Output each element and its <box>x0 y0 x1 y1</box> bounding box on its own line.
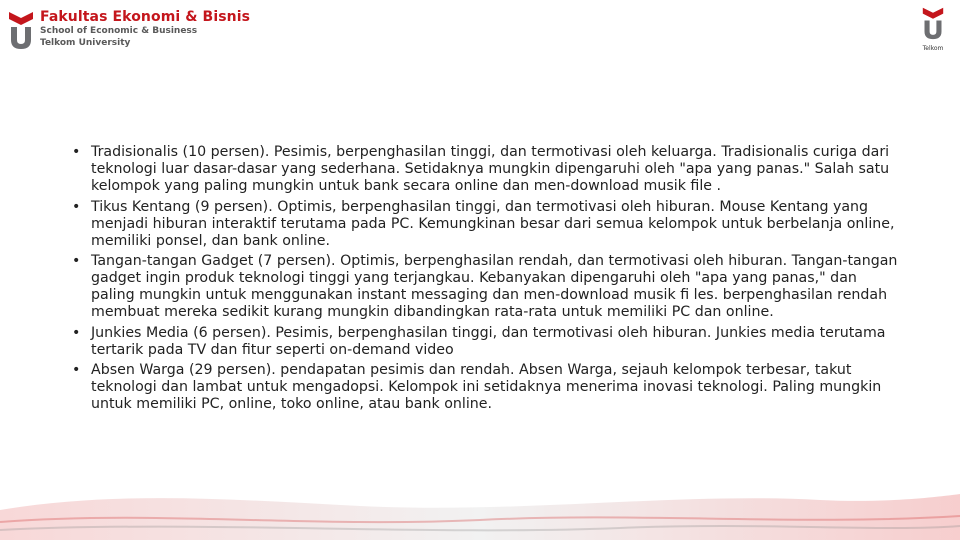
brand-title: Fakultas Ekonomi & Bisnis <box>40 9 251 25</box>
list-item <box>70 362 900 413</box>
list-item-text: Absen Warga (29 persen). pendapatan pesimis dan rendah. Absen Warga, sejauh kelompok terbesar, takut teknologi dan lambat untuk mengadopsi. Kelompok ini setidaknya menerima inovasi teknologi. Paling mungkin untuk memiliki PC, online, toko online, atau bank online. <box>91 362 882 412</box>
list-item <box>70 325 900 359</box>
list-item <box>70 199 900 250</box>
bullet-icon: • <box>72 144 81 160</box>
brand-subtitle: School of Economic & Business <box>40 26 198 36</box>
list-item-text: Tikus Kentang (9 persen). Optimis, berpenghasilan tinggi, dan termotivasi oleh hiburan. Mouse Kentang yang menjadi hiburan interaktif terutama pada PC. Kemungkinan besar dari semua kelompok untuk berbelanja online, memiliki ponsel, dan bank online. <box>91 198 895 249</box>
list-item-text: Tradisionalis (10 persen). Pesimis, berpenghasilan tinggi, dan termotivasi oleh keluarga. Tradisionalis curiga dari teknologi luar dasar-dasar yang sederhana. Setidaknya mungkin dipengaruhi oleh "apa yang panas." Salah satu kelompok yang paling mungkin untuk bank secara online dan men-download musik file . <box>91 144 890 194</box>
telkom-logo-icon <box>920 6 946 40</box>
bullet-icon: • <box>72 198 81 215</box>
list-item-text: Tangan-tangan Gadget (7 persen). Optimis, berpenghasilan rendah, dan termotivasi oleh hiburan. Tangan-tangan gadget ingin produk teknologi tinggi yang terjangkau. Kebanyakan dipengaruhi oleh "apa yang panas," dan paling mungkin untuk menggunakan instant messaging dan men-download musik fi les. berpenghasilan rendah membuat mereka sedikit kurang mungkin dibandingkan rata-rata untuk memiliki PC dan online. <box>91 253 898 320</box>
decorative-footer-band <box>0 470 960 540</box>
telkom-logo <box>918 6 948 58</box>
bullet-icon: • <box>72 362 81 378</box>
list-item <box>70 144 900 195</box>
brand-university: Telkom University <box>40 38 131 48</box>
bullet-list <box>70 144 900 413</box>
list-item-text: Junkies Media (6 persen). Pesimis, berpenghasilan tinggi, dan termotivasi oleh hiburan. Junkies media terutama tertarik pada TV dan fitur seperti on-demand video <box>91 324 886 358</box>
header <box>0 0 960 60</box>
telkom-logo-text: Telkom <box>922 45 944 52</box>
bullet-icon: • <box>72 324 81 341</box>
telkom-university-logo-icon <box>8 10 34 50</box>
list-item <box>70 253 900 321</box>
bullet-icon: • <box>72 253 81 269</box>
brand-block <box>40 9 250 49</box>
main-content <box>70 144 900 417</box>
